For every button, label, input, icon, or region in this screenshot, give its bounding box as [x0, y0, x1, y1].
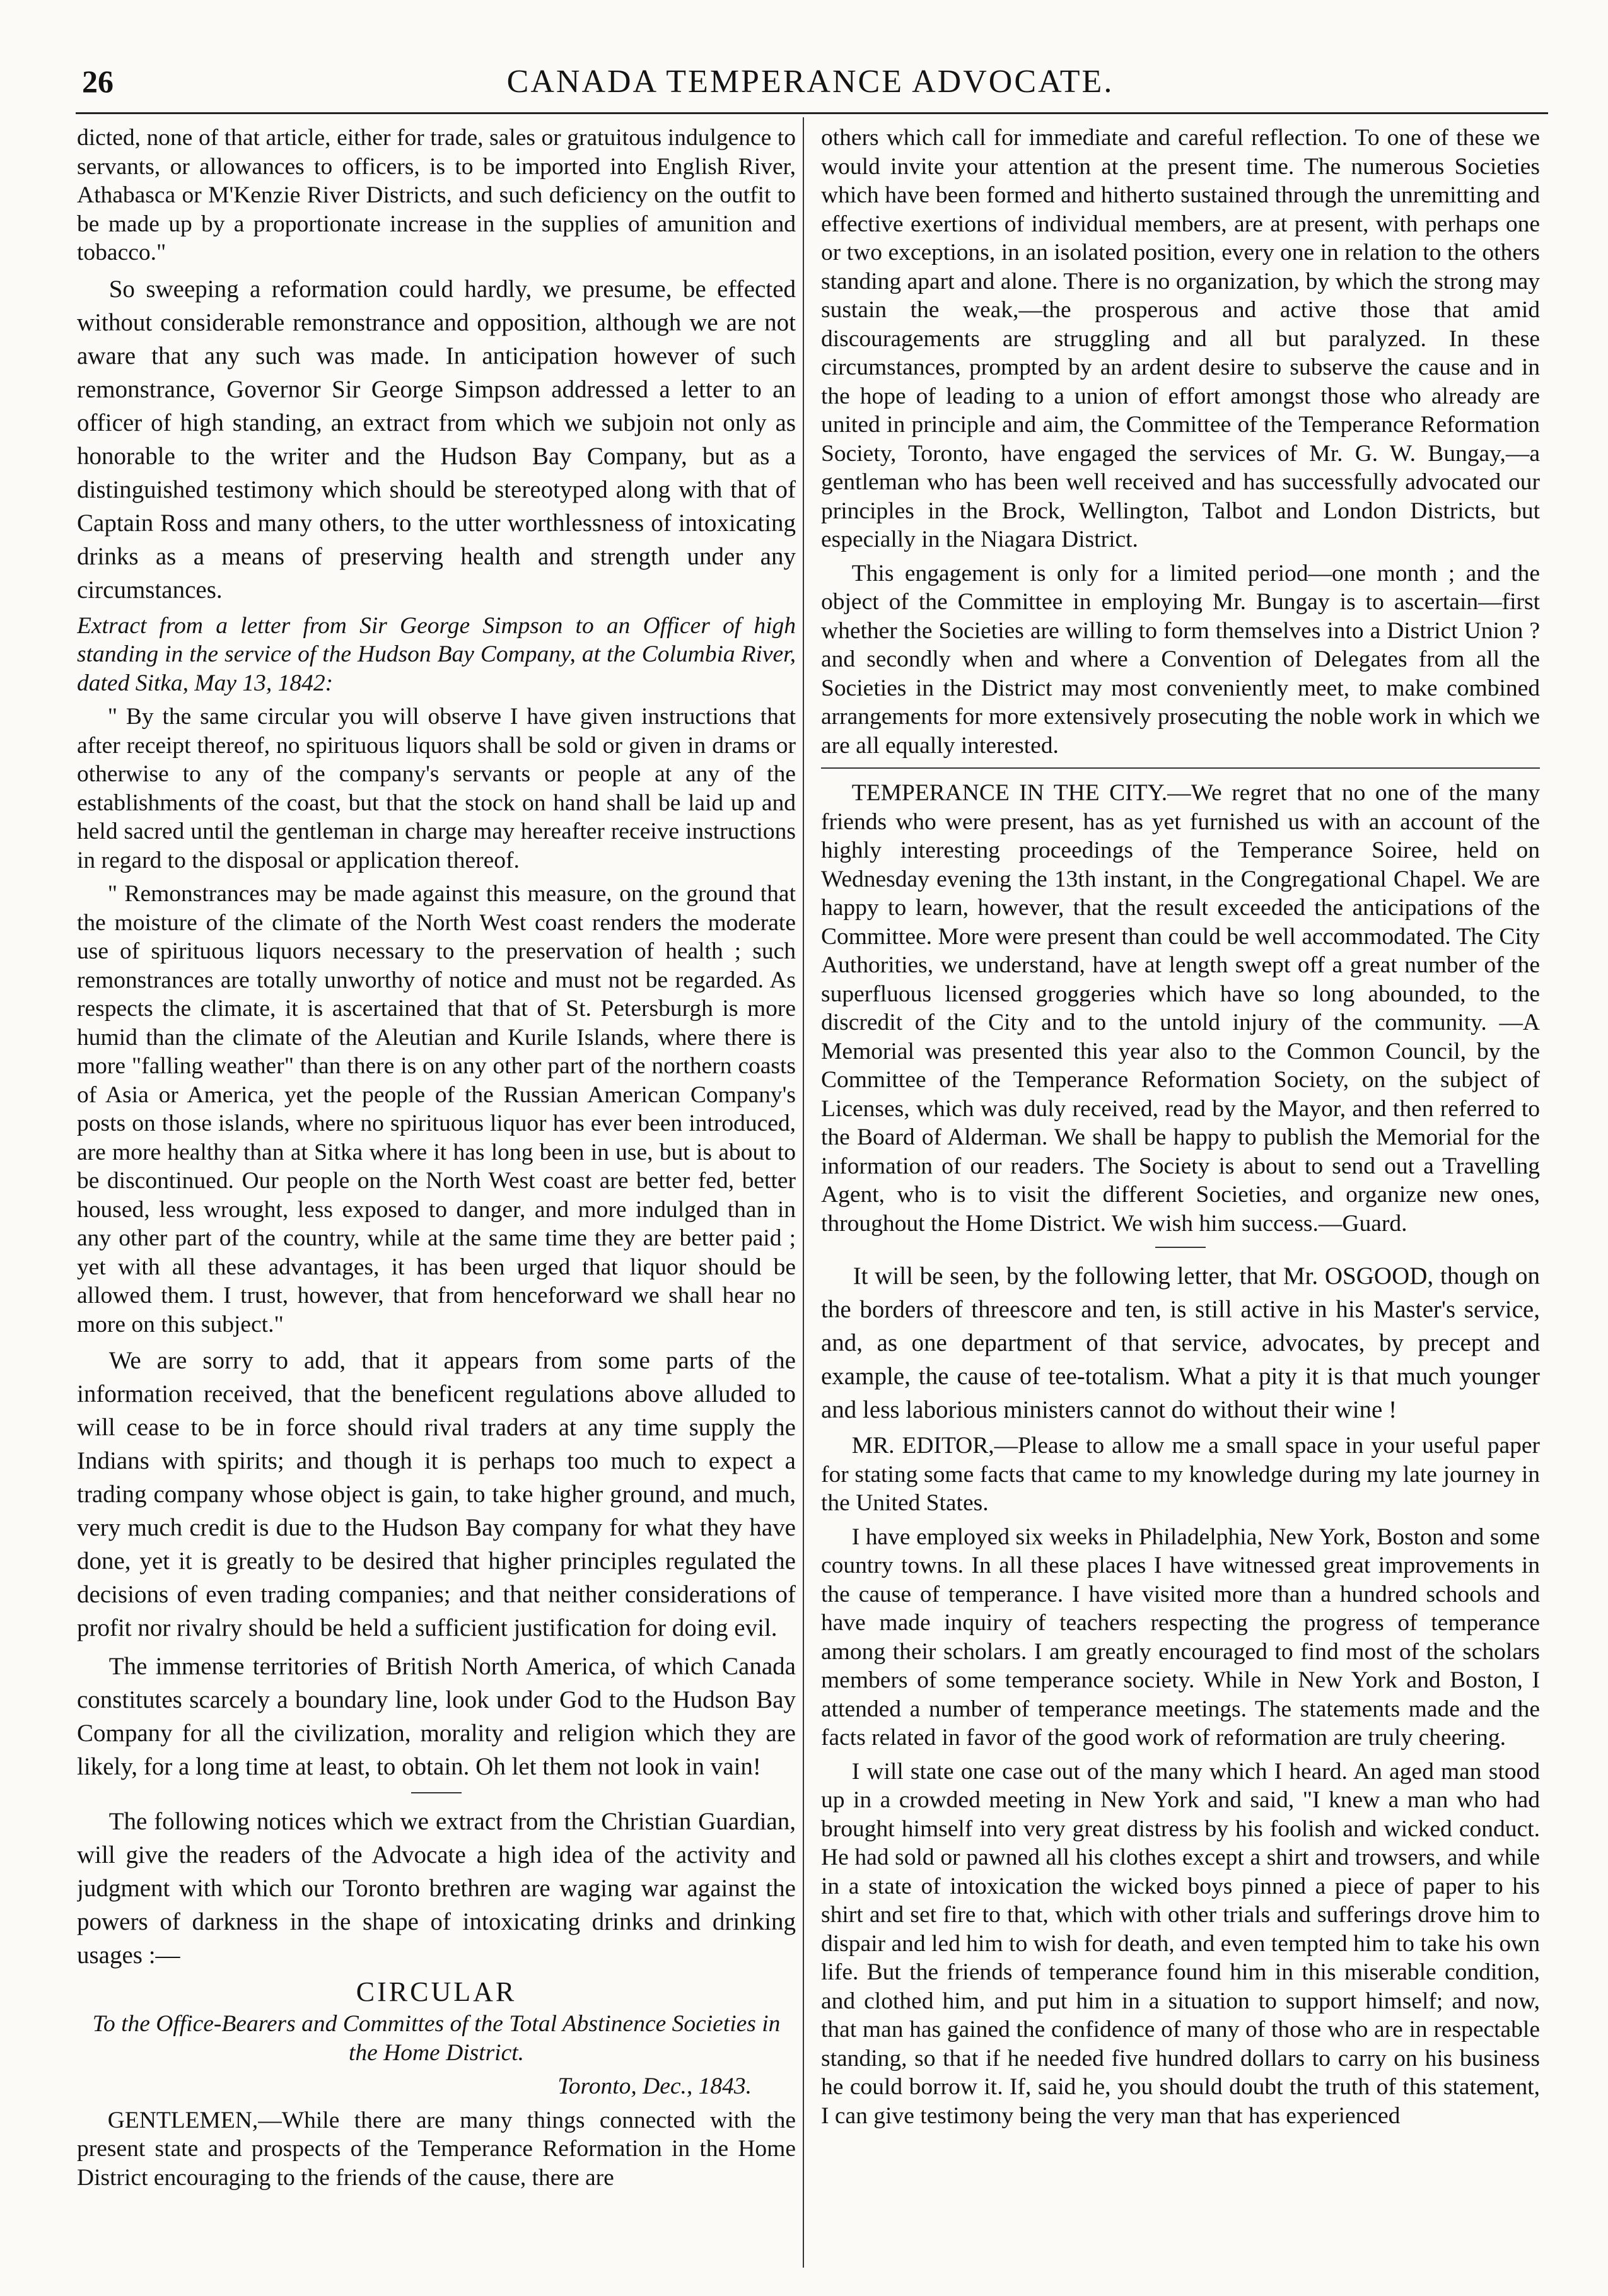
left-paragraph-4: " Remonstrances may be made against this measure, on the ground that the moisture of the climate of the North West coast renders the moderate use of spirituous liquors necessary to the preservation of health ; such remonstrances are totally unworthy of notice and must not be regarded. As respects the climate, it is ascertained that that of St. Petersburgh is more humid than the climate of the Aleutian and Kurile Islands, where there is more "falling weather" than there is on any other part of the northern coasts of Asia or America, yet the people of the Russian American Company's posts on those islands, where no spirituous liquor has ever been introduced, are more healthy than at Sitka where it has long been in use, but is about to be discontinued. Our people on the North West coast are better fed, better housed, less wrought, less exposed to danger, and more indulged than in any other part of the country, while at the same time they are better paid ; yet with all these advantages, it has been urged that liquor should be allowed them. I trust, however, that from henceforward we shall hear no more on this subject." — [77, 881, 796, 1337]
left-column — [77, 124, 796, 2280]
left-paragraph-3: " By the same circular you will observe I have given instructions that after receipt thereof, no spirituous liquors shall be sold or given in drams or otherwise to any of the company's servants or people at any of the establishments of the coast, but that the stock on hand shall be laid up and held sacred until the gentleman in charge may hereafter receive instructions in regard to the disposal or application thereof. — [77, 704, 796, 873]
right-paragraph-7: I will state one case out of the many which I heard. An aged man stood up in a crowded meeting in New York and said, "I knew a man who had brought himself into very great distress by his foolish and wicked conduct. He had sold or pawned all his clothes except a shirt and trowsers, and while in a state of intoxication the wicked boys pinned a piece of paper to his shirt and set fire to that, which with other trials and sufferings drove him to dispair and led him to wish for death, and even tempted him to take his own life. But the friends of temperance found him in this miserable condition, and clothed him, and put him in a situation to support himself; and now, that man has gained the confidence of many of those who are in respectable standing, so that if he needed five hundred dollars to carry on his business he could borrow it. If, said he, you should doubt the truth of this statement, I can give testimony being the very man that has experienced — [821, 1758, 1540, 2129]
right-paragraph-6: I have employed six weeks in Philadelphia, New York, Boston and some country towns. In all these places I have witnessed great improvements in the cause of temperance. I have visited more than a hundred schools and have made inquiry of teachers respecting the progress of temperance among their scholars. I am greatly encouraged to find most of the scholars members of some temperance society. While in New York and Boston, I attended a number of temperance meetings. The statements made and the facts related in favor of the good work of reformation are truly cheering. — [821, 1524, 1540, 1751]
left-paragraph-7: The following notices which we extract from the Christian Guardian, will give the readers of the Advocate a high idea of the activity and judgment with which our Toronto brethren are waging war against the powers of darkness in the shape of intoxicating drinks and drinking usages :— — [77, 1808, 796, 1969]
running-title: CANADA TEMPERANCE ADVOCATE. — [506, 64, 1114, 100]
section-rule — [1155, 1247, 1206, 1248]
header-rule — [76, 112, 1548, 114]
section-rule — [821, 767, 1540, 769]
circular-subtitle: To the Office-Bearers and Committes of the Total Abstinence Societies in the Home District. — [92, 2011, 781, 2066]
left-paragraph-5: We are sorry to add, that it appears from some parts of the information received, that the beneficent regulations above alluded to will cease to be in force should rival traders at any time supply the Indians with spirits; and though it is perhaps too much to expect a trading company whose object is gain, to take higher ground, and much, very much credit is due to the Hudson Bay company for what they have done, yet it is greatly to be desired that higher principles regulated the decisions of even trading companies; and that neither considerations of profit nor rivalry should be held a sufficient justification for doing evil. — [77, 1347, 796, 1641]
right-paragraph-4: It will be seen, by the following letter, that Mr. OSGOOD, though on the borders of threescore and ten, is still active in his Master's service, and, as one department of that service, advocates, by precept and example, the cause of tee-totalism. What a pity it is that much younger and less laborious ministers cannot do without their wine ! — [821, 1262, 1540, 1423]
left-paragraph-1: dicted, none of that article, either for trade, sales or gratuitous indulgence to servants, or allowances to officers, is to be imported into English River, Athabasca or M'Kenzie River Districts, and such deficiency on the outfit to be made up by a proportionate increase in the supplies of amunition and tobacco." — [77, 125, 796, 265]
circular-title: CIRCULAR — [356, 1976, 517, 2007]
right-paragraph-5: MR. EDITOR,—Please to allow me a small space in your useful paper for stating some facts that came to my knowledge during my late journey in the United States. — [821, 1433, 1540, 1516]
left-paragraph-6: The immense territories of British North America, of which Canada constitutes scarcely a boundary line, look under God to the Hudson Bay Company for all the civilization, morality and religion which they are likely, for a long time at least, to obtain. Oh let them not look in vain! — [77, 1653, 796, 1780]
page-number: 26 — [82, 64, 114, 99]
extract-heading: Extract from a letter from Sir George Simpson to an Officer of high standing in the service of the Hudson Bay Company, at the Columbia River, dated Sitka, May 13, 1842: — [77, 612, 796, 696]
right-paragraph-2: This engagement is only for a limited period—one month ; and the object of the Committee in employing Mr. Bungay is to ascertain—first whether the Societies are willing to form themselves into a District Union ? and secondly when and where a Convention of Delegates from all the Societies in the District may most conveniently meet, to make combined arrangements for more extensively prosecuting the noble work in which we are all equally interested. — [821, 560, 1540, 759]
circular-dateline: Toronto, Dec., 1843. — [557, 2073, 752, 2099]
right-paragraph-1: others which call for immediate and careful reflection. To one of these we would invite your attention at the present time. The numerous Societies which have been formed and hitherto sustained through the unremitting and effective exertions of individual members, are at present, with perhaps one or two exceptions, in an isolated position, every one in relation to the others standing apart and alone. There is no organization, by which the strong may sustain the weak,—the prosperous and active those that amid discouragements are struggling and all but paralyzed. In these circumstances, prompted by an ardent desire to subserve the cause and in the hope of leading to a union of effort amongst those who already are united in principle and aim, the Committee of the Temperance Reformation Society, Toronto, have engaged the services of Mr. G. W. Bungay,—a gentleman who has been well received and has successfully advocated our principles in the Brock, Wellington, Talbot and London Districts, but especially in the Niagara District. — [821, 125, 1540, 552]
right-paragraph-3: TEMPERANCE IN THE CITY.—We regret that no one of the many friends who were present, has as yet furnished us with an account of the highly interesting proceedings of the Temperance Soiree, held on Wednesday evening the 13th instant, in the Congregational Chapel. We are happy to learn, however, that the result exceeded the anticipations of the Committee. More were present than could be well accommodated. The City Authorities, we understand, have at length swept off a great number of the superfluous licensed groggeries which have so long abounded, to the discredit of the City and to the untold injury of the community. —A Memorial was presented this year also to the Common Council, by the Committee of the Temperance Reformation Society, on the subject of Licenses, which was duly received, read by the Mayor, and then referred to the Board of Alderman. We shall be happy to publish the Memorial for the information of our readers. The Society is about to send out a Travelling Agent, who is to visit the different Societies, and organize new ones, throughout the Home District. We wish him success.—Guard. — [821, 780, 1540, 1237]
left-paragraph-2: So sweeping a reformation could hardly, we presume, be effected without considerable remonstrance and opposition, although we are not aware that any such was made. In anticipation however of such remonstrance, Governor Sir George Simpson addressed a letter to an officer of high standing, an extract from which we subjoin not only as honorable to the writer and the Hudson Bay Company, but as a distinguished testimony which should be stereotyped along with that of Captain Ross and many others, to the utter worthlessness of intoxicating drinks as a means of preserving health and strength under any circumstances. — [77, 275, 796, 603]
page-header — [76, 63, 1545, 107]
section-rule — [411, 1792, 462, 1793]
left-paragraph-8: GENTLEMEN,—While there are many things connected with the present state and prospects of the Temperance Reformation in the Home District encouraging to the friends of the cause, there are — [77, 2107, 796, 2191]
right-column — [821, 124, 1540, 2280]
column-divider — [803, 117, 804, 2268]
